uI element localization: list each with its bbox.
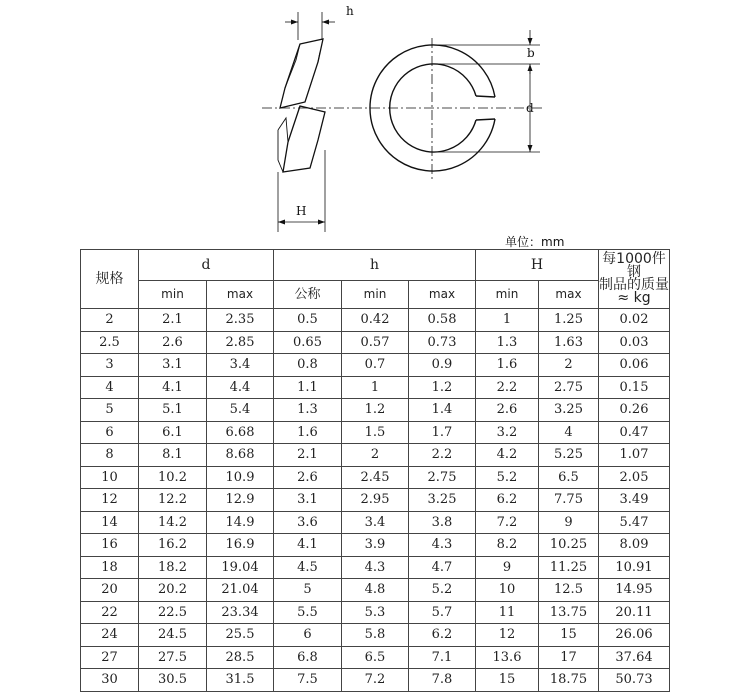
table-cell: 8.1 <box>139 444 207 467</box>
table-cell: 4.7 <box>409 556 476 579</box>
table-cell: 7.2 <box>476 511 539 534</box>
table-cell: 24 <box>81 624 139 647</box>
table-row <box>81 579 670 602</box>
H-dimension-label: H <box>296 204 307 218</box>
table-cell: 24.5 <box>139 624 207 647</box>
table-cell: 3.2 <box>476 421 539 444</box>
table-cell: 2.5 <box>81 331 139 354</box>
table-cell: 1.4 <box>409 399 476 422</box>
table-cell: 4.2 <box>476 444 539 467</box>
table-cell: 2.05 <box>599 466 670 489</box>
table-cell: 0.5 <box>274 309 342 332</box>
table-cell: 0.15 <box>599 376 670 399</box>
sub-header-cell: max <box>207 281 274 309</box>
table-cell: 21.04 <box>207 579 274 602</box>
table-row <box>81 534 670 557</box>
h-header: h <box>274 250 476 281</box>
table-cell: 9 <box>539 511 599 534</box>
table-cell: 0.8 <box>274 354 342 377</box>
table-cell: 1 <box>342 376 409 399</box>
table-cell: 4.1 <box>139 376 207 399</box>
table-cell: 4.5 <box>274 556 342 579</box>
table-row <box>81 309 670 332</box>
table-cell: 7.5 <box>274 669 342 692</box>
table-cell: 18.75 <box>539 669 599 692</box>
table-cell: 6.5 <box>342 646 409 669</box>
sub-header-cell: 公称 <box>274 281 342 309</box>
table-row <box>81 376 670 399</box>
table-cell: 2 <box>539 354 599 377</box>
table-cell: 17 <box>539 646 599 669</box>
d-header: d <box>139 250 274 281</box>
table-cell: 2.2 <box>476 376 539 399</box>
table-cell: 0.7 <box>342 354 409 377</box>
table-cell: 5 <box>274 579 342 602</box>
table-row <box>81 601 670 624</box>
table-cell: 2.95 <box>342 489 409 512</box>
table-cell: 2 <box>342 444 409 467</box>
spring-washer-spec-table <box>80 249 670 692</box>
table-body <box>81 309 670 692</box>
table-cell: 1 <box>476 309 539 332</box>
table-cell: 14 <box>81 511 139 534</box>
table-row <box>81 331 670 354</box>
table-cell: 20.11 <box>599 601 670 624</box>
table-cell: 7.2 <box>342 669 409 692</box>
table-cell: 37.64 <box>599 646 670 669</box>
table-cell: 0.26 <box>599 399 670 422</box>
table-cell: 3.8 <box>409 511 476 534</box>
table-cell: 6.1 <box>139 421 207 444</box>
table-cell: 6.2 <box>476 489 539 512</box>
spring-washer-drawing <box>0 0 750 240</box>
table-cell: 5.47 <box>599 511 670 534</box>
table-row <box>81 466 670 489</box>
table-cell: 8.68 <box>207 444 274 467</box>
table-row <box>81 646 670 669</box>
table-cell: 11 <box>476 601 539 624</box>
table-cell: 7.1 <box>409 646 476 669</box>
table-cell: 6.5 <box>539 466 599 489</box>
table-cell: 1.5 <box>342 421 409 444</box>
table-cell: 12 <box>81 489 139 512</box>
table-cell: 6 <box>274 624 342 647</box>
table-cell: 5.1 <box>139 399 207 422</box>
table-cell: 3.1 <box>139 354 207 377</box>
table-cell: 6.2 <box>409 624 476 647</box>
table-cell: 12.2 <box>139 489 207 512</box>
table-cell: 50.73 <box>599 669 670 692</box>
table-cell: 23.34 <box>207 601 274 624</box>
table-cell: 27.5 <box>139 646 207 669</box>
table-cell: 4.8 <box>342 579 409 602</box>
table-cell: 1.1 <box>274 376 342 399</box>
table-cell: 6.8 <box>274 646 342 669</box>
table-cell: 2.85 <box>207 331 274 354</box>
d-dimension-label: d <box>526 101 534 115</box>
table-cell: 8.2 <box>476 534 539 557</box>
table-cell: 14.9 <box>207 511 274 534</box>
table-cell: 5 <box>81 399 139 422</box>
table-row <box>81 489 670 512</box>
table-cell: 2.1 <box>139 309 207 332</box>
table-cell: 28.5 <box>207 646 274 669</box>
table-cell: 10.25 <box>539 534 599 557</box>
table-cell: 4.3 <box>409 534 476 557</box>
table-cell: 8 <box>81 444 139 467</box>
table-cell: 16 <box>81 534 139 557</box>
table-cell: 1.6 <box>476 354 539 377</box>
table-cell: 13.75 <box>539 601 599 624</box>
table-cell: 5.25 <box>539 444 599 467</box>
table-cell: 12.5 <box>539 579 599 602</box>
table-cell: 5.2 <box>476 466 539 489</box>
table-cell: 16.2 <box>139 534 207 557</box>
table-cell: 30 <box>81 669 139 692</box>
table-cell: 3.25 <box>539 399 599 422</box>
spec-header: 规格 <box>81 250 139 309</box>
table-cell: 3.4 <box>342 511 409 534</box>
table-cell: 10.9 <box>207 466 274 489</box>
table-cell: 1.2 <box>409 376 476 399</box>
table-cell: 0.73 <box>409 331 476 354</box>
table-cell: 1.25 <box>539 309 599 332</box>
table-cell: 7.8 <box>409 669 476 692</box>
b-dimension-label: b <box>527 46 535 60</box>
table-cell: 0.06 <box>599 354 670 377</box>
table-cell: 15 <box>539 624 599 647</box>
table-cell: 3 <box>81 354 139 377</box>
table-cell: 18.2 <box>139 556 207 579</box>
table-cell: 20.2 <box>139 579 207 602</box>
group-header-row <box>81 250 670 281</box>
table-cell: 6 <box>81 421 139 444</box>
table-cell: 1.63 <box>539 331 599 354</box>
table-cell: 5.4 <box>207 399 274 422</box>
table-cell: 4 <box>539 421 599 444</box>
sub-header-cell: min <box>342 281 409 309</box>
table-cell: 14.95 <box>599 579 670 602</box>
table-cell: 14.2 <box>139 511 207 534</box>
table-row <box>81 669 670 692</box>
table-cell: 3.25 <box>409 489 476 512</box>
table-cell: 15 <box>476 669 539 692</box>
table-cell: 2 <box>81 309 139 332</box>
table-row <box>81 624 670 647</box>
mass-header-line2: 制品的质量 <box>599 277 669 293</box>
sub-header-cell: max <box>409 281 476 309</box>
table-cell: 4.1 <box>274 534 342 557</box>
table-cell: 2.2 <box>409 444 476 467</box>
table-cell: 18 <box>81 556 139 579</box>
table-cell: 3.49 <box>599 489 670 512</box>
mass-header <box>599 250 670 309</box>
table-cell: 2.35 <box>207 309 274 332</box>
table-cell: 16.9 <box>207 534 274 557</box>
table-row <box>81 354 670 377</box>
table-cell: 3.9 <box>342 534 409 557</box>
table-cell: 3.1 <box>274 489 342 512</box>
table-cell: 10 <box>81 466 139 489</box>
table-cell: 0.42 <box>342 309 409 332</box>
table-row <box>81 421 670 444</box>
table-cell: 20 <box>81 579 139 602</box>
table-cell: 3.4 <box>207 354 274 377</box>
table-cell: 26.06 <box>599 624 670 647</box>
table-cell: 1.2 <box>342 399 409 422</box>
table-cell: 1.7 <box>409 421 476 444</box>
washer-front-view <box>370 30 540 182</box>
table-cell: 0.65 <box>274 331 342 354</box>
table-cell: 1.3 <box>476 331 539 354</box>
table-cell: 0.03 <box>599 331 670 354</box>
table-cell: 22 <box>81 601 139 624</box>
table-row <box>81 511 670 534</box>
table-cell: 4.4 <box>207 376 274 399</box>
table-cell: 13.6 <box>476 646 539 669</box>
table-cell: 2.6 <box>476 399 539 422</box>
table-cell: 5.2 <box>409 579 476 602</box>
table-cell: 25.5 <box>207 624 274 647</box>
table-cell: 0.58 <box>409 309 476 332</box>
sub-header-row <box>81 281 670 309</box>
table-cell: 4 <box>81 376 139 399</box>
table-cell: 7.75 <box>539 489 599 512</box>
table-cell: 3.6 <box>274 511 342 534</box>
table-cell: 30.5 <box>139 669 207 692</box>
table-cell: 8.09 <box>599 534 670 557</box>
table-cell: 2.75 <box>539 376 599 399</box>
table-cell: 2.75 <box>409 466 476 489</box>
table-row <box>81 556 670 579</box>
table-cell: 10.91 <box>599 556 670 579</box>
table-cell: 4.3 <box>342 556 409 579</box>
table-cell: 5.8 <box>342 624 409 647</box>
table-cell: 12 <box>476 624 539 647</box>
table-cell: 10 <box>476 579 539 602</box>
table-cell: 12.9 <box>207 489 274 512</box>
table-cell: 9 <box>476 556 539 579</box>
unit-note: 单位：mm <box>505 235 565 249</box>
mass-header-line3: ≈ kg <box>617 290 651 306</box>
table-cell: 2.45 <box>342 466 409 489</box>
table-cell: 10.2 <box>139 466 207 489</box>
table-cell: 1.6 <box>274 421 342 444</box>
sub-header-cell: max <box>539 281 599 309</box>
H-header: H <box>476 250 599 281</box>
table-cell: 0.57 <box>342 331 409 354</box>
table-cell: 0.47 <box>599 421 670 444</box>
table-cell: 1.07 <box>599 444 670 467</box>
table-cell: 11.25 <box>539 556 599 579</box>
sub-header-cell: min <box>139 281 207 309</box>
table-cell: 31.5 <box>207 669 274 692</box>
table-cell: 27 <box>81 646 139 669</box>
table-cell: 5.3 <box>342 601 409 624</box>
table-row <box>81 399 670 422</box>
table-cell: 5.7 <box>409 601 476 624</box>
table-cell: 19.04 <box>207 556 274 579</box>
table-cell: 5.5 <box>274 601 342 624</box>
table-cell: 22.5 <box>139 601 207 624</box>
table-cell: 0.9 <box>409 354 476 377</box>
mass-header-line1: 每1000件钢 <box>602 251 666 280</box>
table-row <box>81 444 670 467</box>
table-cell: 1.3 <box>274 399 342 422</box>
table-cell: 2.1 <box>274 444 342 467</box>
table-cell: 0.02 <box>599 309 670 332</box>
sub-header-cell: min <box>476 281 539 309</box>
h-dimension-label: h <box>346 4 354 18</box>
table-cell: 6.68 <box>207 421 274 444</box>
table-cell: 2.6 <box>274 466 342 489</box>
table-cell: 2.6 <box>139 331 207 354</box>
